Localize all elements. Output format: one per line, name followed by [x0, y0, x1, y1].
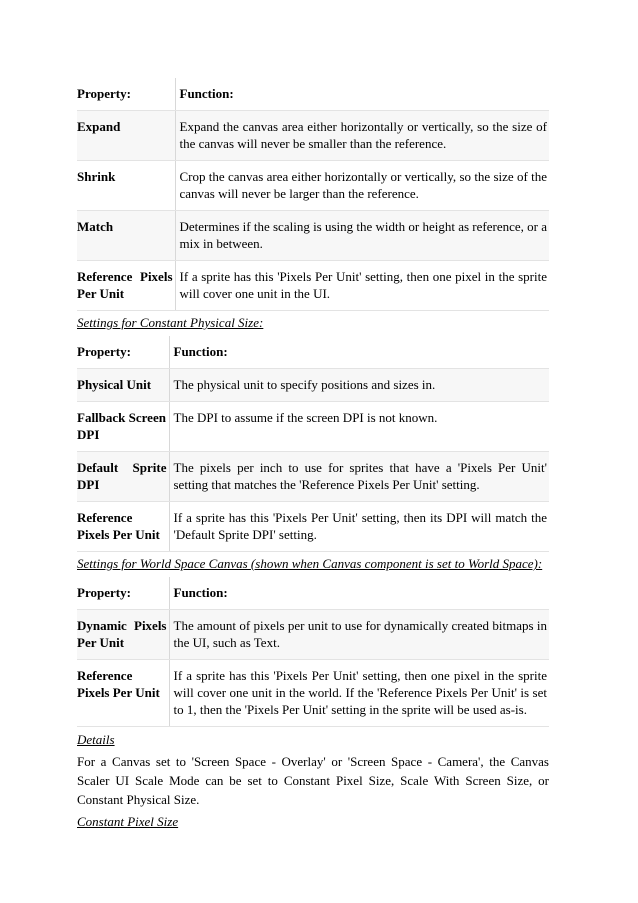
- header-function: Function:: [169, 577, 549, 610]
- table-row: [77, 660, 549, 727]
- header-property: Property:: [77, 577, 169, 610]
- property-cell: Expand: [77, 111, 175, 161]
- header-property: Property:: [77, 336, 169, 369]
- table-header-row: [77, 78, 549, 111]
- table-row: [77, 111, 549, 161]
- function-cell: The DPI to assume if the screen DPI is not known.: [169, 402, 549, 452]
- header-function: Function:: [175, 78, 549, 111]
- caption-world-space-canvas: Settings for World Space Canvas (shown when Canvas component is set to World Space):: [77, 556, 543, 571]
- table-row: [77, 452, 549, 502]
- header-function: Function:: [169, 336, 549, 369]
- function-cell: Expand the canvas area either horizontally or vertically, so the size of the canvas will never be smaller than the reference.: [175, 111, 549, 161]
- function-cell: If a sprite has this 'Pixels Per Unit' setting, then one pixel in the sprite will cover one unit in the world. If the 'Reference Pixels Per Unit' is set to 1, then the 'Pixels Per Unit' setting in the sprite will be used as-is.: [169, 660, 549, 727]
- property-cell: Fallback Screen DPI: [77, 402, 169, 452]
- function-cell: The physical unit to specify positions and sizes in.: [169, 369, 549, 402]
- property-cell: Default Sprite DPI: [77, 452, 169, 502]
- function-cell: Determines if the scaling is using the width or height as reference, or a mix in between.: [175, 211, 549, 261]
- function-cell: The amount of pixels per unit to use for dynamically created bitmaps in the UI, such as Text.: [169, 610, 549, 660]
- property-cell: Physical Unit: [77, 369, 169, 402]
- table-world-space-canvas: [77, 576, 549, 727]
- details-heading: Details: [77, 732, 115, 747]
- function-cell: The pixels per inch to use for sprites that have a 'Pixels Per Unit' setting that matches the 'Reference Pixels Per Unit' setting.: [169, 452, 549, 502]
- property-cell: Dynamic Pixels Per Unit: [77, 610, 169, 660]
- table-header-row: [77, 336, 549, 369]
- caption-constant-physical-size: Settings for Constant Physical Size:: [77, 315, 264, 330]
- table-row: [77, 161, 549, 211]
- function-cell: If a sprite has this 'Pixels Per Unit' setting, then one pixel in the sprite will cover one unit in the UI.: [175, 261, 549, 311]
- header-property: Property:: [77, 78, 175, 111]
- property-cell: Reference Pixels Per Unit: [77, 261, 175, 311]
- details-paragraph: For a Canvas set to 'Screen Space - Overlay' or 'Screen Space - Camera', the Canvas Scaler UI Scale Mode can be set to Constant Pixel Size, Scale With Screen Size, or Constant Physical Size.: [77, 754, 549, 807]
- table-scale-with-screen-size: [77, 77, 549, 311]
- property-cell: Reference Pixels Per Unit: [77, 660, 169, 727]
- table-row: [77, 610, 549, 660]
- table-row: [77, 502, 549, 552]
- property-cell: Match: [77, 211, 175, 261]
- table-header-row: [77, 577, 549, 610]
- table-row: [77, 261, 549, 311]
- function-cell: Crop the canvas area either horizontally or vertically, so the size of the canvas will never be larger than the reference.: [175, 161, 549, 211]
- table-row: [77, 369, 549, 402]
- function-cell: If a sprite has this 'Pixels Per Unit' setting, then its DPI will match the 'Default Sprite DPI' setting.: [169, 502, 549, 552]
- table-row: [77, 211, 549, 261]
- property-cell: Shrink: [77, 161, 175, 211]
- constant-pixel-size-heading: Constant Pixel Size: [77, 814, 179, 829]
- document-page: [77, 0, 549, 834]
- table-constant-physical-size: [77, 335, 549, 552]
- property-cell: Reference Pixels Per Unit: [77, 502, 169, 552]
- table-row: [77, 402, 549, 452]
